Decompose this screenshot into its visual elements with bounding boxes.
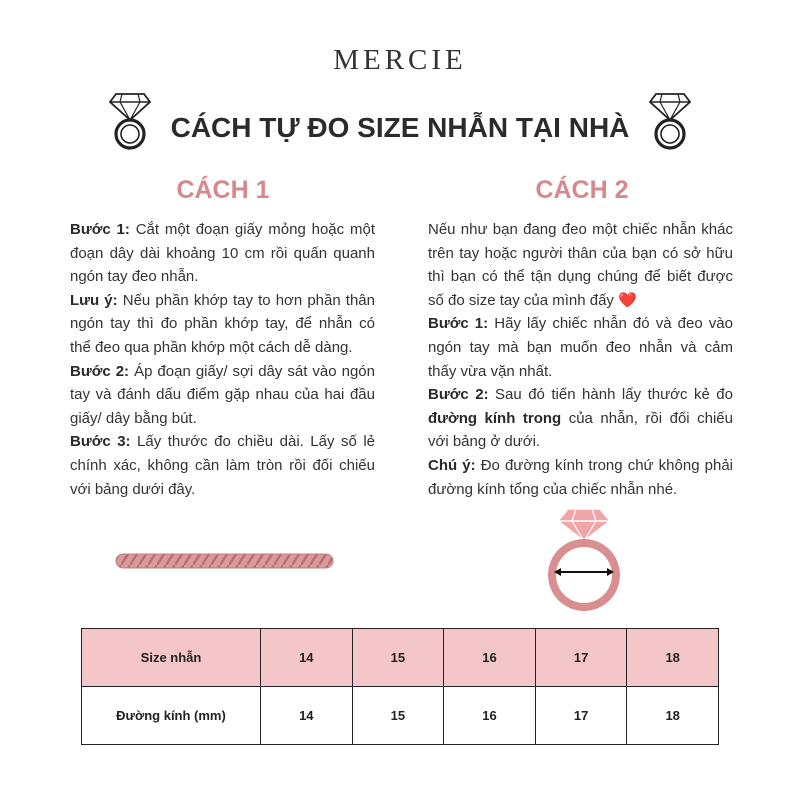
method1-step2 [70,360,375,431]
note-text: Đo đường kính trong chứ không phải đường kính tổng của chiếc nhẫn nhé. [428,456,733,498]
step-text: của nhẫn, rồi đối chiếu với bảng ở dưới. [428,409,733,451]
step-text: Sau đó tiến hành lấy thước kẻ đo [488,386,733,404]
method1-step1 [70,218,375,289]
note-label: Lưu ý: [70,291,118,309]
table-cell: 17 [535,687,627,745]
size-table [81,628,719,745]
table-cell: 15 [352,629,444,687]
step-text: Lấy thước đo chiều dài. Lấy số lẻ chính xác, không cần làm tròn rồi đối chiếu với bảng dưới đây. [70,433,376,498]
step-label: Bước 2: [70,362,130,380]
step-text: Cắt một đoạn giấy mỏng hoặc một đoạn dây dài khoảng 10 cm rồi quấn quanh ngón tay đeo nhẫn. [70,221,375,286]
method2-instructions [428,218,733,501]
heart-icon: ❤️ [618,291,637,309]
method2-step2 [428,383,733,454]
intro-text: Nếu như bạn đang đeo một chiếc nhẫn khác trên tay hoặc người thân của bạn có sở hữu thì bạn có thể tận dụng chúng để biết được số đo size tay của mình đấy [428,221,733,309]
emphasis-text: đường kính trong [428,409,562,427]
string-illustration [112,551,337,571]
table-row [82,687,719,745]
table-cell: 18 [627,629,719,687]
page-title: CÁCH TỰ ĐO SIZE NHẪN TẠI NHÀ [170,112,630,143]
method1-heading: CÁCH 1 [176,176,270,204]
step-text: Áp đoạn giấy/ sợi dây sát vào ngón tay và đánh dấu điểm gặp nhau của hai đầu giấy/ dây bằng bút. [70,362,375,427]
table-cell: 18 [627,687,719,745]
method2-heading: CÁCH 2 [535,176,629,204]
table-cell: 14 [261,629,353,687]
method1-note [70,289,375,360]
table-row-label: Đường kính (mm) [82,687,261,745]
step-label: Bước 3: [70,433,131,451]
method2-step1 [428,312,733,383]
step-label: Bước 1: [70,221,130,238]
method1-step3 [70,430,375,501]
table-cell: 14 [261,687,353,745]
step-text: Hãy lấy chiếc nhẫn đó và đeo vào ngón tay mà bạn muốn đeo nhẫn và cảm thấy vừa vặn nhất. [428,315,733,380]
step-label: Bước 2: [428,386,489,404]
method2-note [428,454,733,501]
step-label: Bước 1: [428,315,489,333]
table-cell: 16 [444,687,536,745]
table-cell: 16 [444,629,536,687]
diamond-ring-icon [648,88,692,150]
method2-intro [428,218,733,312]
brand-logo: MERCIE [333,44,467,76]
method1-instructions [70,218,375,501]
table-cell: 15 [352,687,444,745]
table-row-label: Size nhẫn [82,629,261,687]
ring-diameter-icon [534,505,634,617]
note-text: Nếu phần khớp tay to hơn phần thân ngón tay thì đo phần khớp tay, để nhẫn có thể đeo qua phần khớp một cách dễ dàng. [70,291,375,356]
table-cell: 17 [535,629,627,687]
note-label: Chú ý: [428,456,476,474]
table-row [82,629,719,687]
